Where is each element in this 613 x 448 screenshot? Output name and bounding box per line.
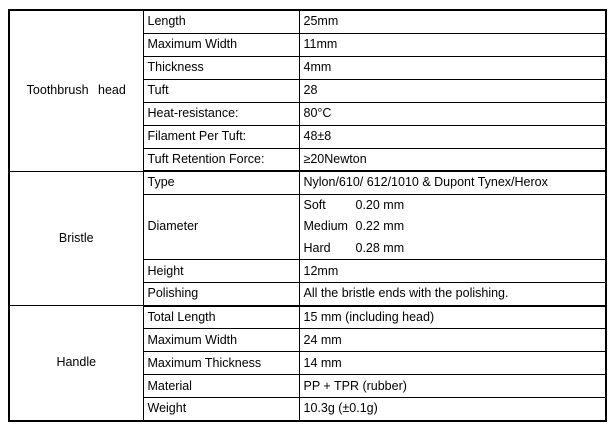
group-cell-handle: Handle — [9, 306, 143, 421]
spec-value-total-length: 15 mm (including head) — [299, 306, 606, 329]
diameter-grade: Soft — [303, 197, 326, 212]
spec-value-tuft: 28 — [299, 79, 606, 102]
diameter-grade: Hard — [303, 240, 331, 255]
diameter-measure: 0.28 mm — [355, 240, 405, 255]
spec-value-diameter — [299, 194, 606, 260]
spec-label-heat-resistance: Heat-resistance: — [143, 102, 299, 125]
spec-value-maximum-width: 11mm — [299, 33, 606, 56]
spec-label-material: Material — [143, 375, 299, 398]
spec-label-maximum-width: Maximum Width — [143, 33, 299, 56]
spec-value-type: Nylon/610/ 612/1010 & Dupont Tynex/Herox — [299, 171, 606, 194]
table-row — [9, 171, 606, 194]
spec-value-tuft-retention-force: ≥20Newton — [299, 148, 606, 171]
diameter-line-medium — [304, 216, 604, 238]
spec-label-tuft: Tuft — [143, 79, 299, 102]
spec-label-thickness: Thickness — [143, 56, 299, 79]
spec-table — [8, 9, 607, 422]
spec-label-total-length: Total Length — [143, 306, 299, 329]
spec-label-type: Type — [143, 171, 299, 194]
diameter-line-hard — [304, 238, 604, 260]
diameter-measure: 0.22 mm — [355, 219, 405, 234]
diameter-measure: 0.20 mm — [355, 197, 405, 212]
spec-value-heat-resistance: 80°C — [299, 102, 606, 125]
spec-label-polishing: Polishing — [143, 283, 299, 306]
spec-value-length: 25mm — [299, 10, 606, 33]
spec-label-tuft-retention-force: Tuft Retention Force: — [143, 148, 299, 171]
spec-value-height: 12mm — [299, 260, 606, 283]
table-row — [9, 306, 606, 329]
diameter-line-soft — [304, 195, 604, 217]
spec-label-handle-maximum-width: Maximum Width — [143, 329, 299, 352]
spec-label-filament-per-tuft: Filament Per Tuft: — [143, 125, 299, 148]
spec-label-diameter: Diameter — [143, 194, 299, 260]
spec-label-length: Length — [143, 10, 299, 33]
spec-label-weight: Weight — [143, 398, 299, 421]
group-cell-toothbrush-head: Toothbrush head — [9, 10, 143, 171]
diameter-grade: Medium — [303, 219, 348, 234]
spec-label-height: Height — [143, 260, 299, 283]
spec-label-maximum-thickness: Maximum Thickness — [143, 352, 299, 375]
spec-value-thickness: 4mm — [299, 56, 606, 79]
table-row — [9, 10, 606, 33]
group-cell-bristle: Bristle — [9, 171, 143, 306]
spec-value-handle-maximum-width: 24 mm — [299, 329, 606, 352]
spec-value-polishing: All the bristle ends with the polishing. — [299, 283, 606, 306]
spec-value-maximum-thickness: 14 mm — [299, 352, 606, 375]
spec-value-material: PP + TPR (rubber) — [299, 375, 606, 398]
spec-value-weight: 10.3g (±0.1g) — [299, 398, 606, 421]
spec-value-filament-per-tuft: 48±8 — [299, 125, 606, 148]
